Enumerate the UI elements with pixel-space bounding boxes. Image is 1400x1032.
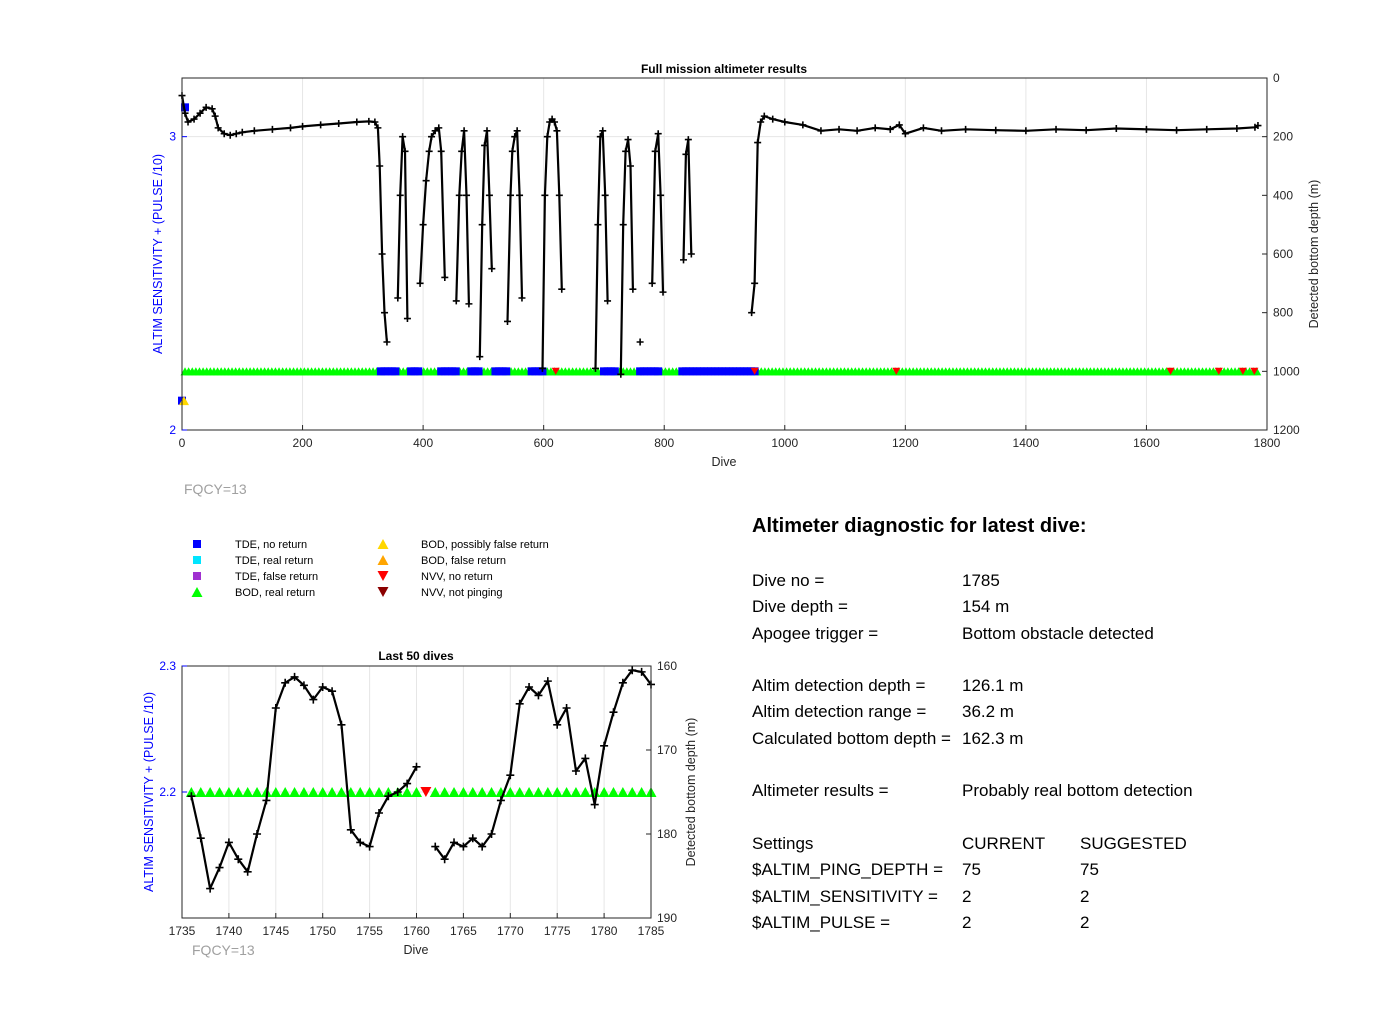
depth-point-marker — [688, 251, 695, 258]
depth-point-marker — [423, 177, 430, 184]
legend-label: BOD, real return — [235, 587, 316, 599]
suggested-header: SUGGESTED — [1080, 833, 1187, 853]
depth-point-marker — [609, 708, 617, 716]
y2-tick-label: 160 — [657, 659, 678, 673]
apogee-label: Apogee trigger = — [752, 623, 879, 643]
depth-point-marker — [269, 126, 276, 133]
current-header: CURRENT — [962, 833, 1046, 853]
legend-label: NVV, no return — [421, 571, 493, 583]
depth-point-marker — [441, 274, 448, 281]
depth-point-marker — [541, 192, 548, 199]
x-tick-label: 1750 — [309, 924, 337, 938]
x-tick-label: 1400 — [1012, 436, 1040, 450]
depth-point-marker — [962, 126, 969, 133]
depth-line-segment — [456, 131, 469, 304]
depth-point-marker — [465, 300, 472, 307]
depth-point-marker — [506, 771, 514, 779]
ping-depth-current: 75 — [962, 860, 981, 880]
depth-point-marker — [353, 119, 360, 126]
depth-point-marker — [1173, 127, 1180, 134]
depth-point-marker — [262, 796, 270, 804]
depth-point-marker — [604, 297, 611, 304]
legend-marker — [192, 587, 203, 597]
depth-line-segment — [752, 116, 1258, 313]
depth-point-marker — [209, 105, 216, 112]
depth-point-marker — [212, 113, 219, 120]
small-y2-axis-label: Detected bottom depth (m) — [684, 717, 698, 867]
altim-range-value: 36.2 m — [962, 702, 1014, 722]
small-y-axis-label: ALTIM SENSITIVITY + (PULSE /10) — [142, 692, 156, 892]
small-x-axis-label: Dive — [403, 943, 429, 957]
depth-line-segment — [508, 131, 523, 322]
depth-point-marker — [1083, 127, 1090, 134]
settings-label: Settings — [752, 833, 814, 853]
sensitivity-label: $ALTIM_SENSITIVITY = — [752, 886, 938, 906]
depth-line-segment — [435, 670, 651, 859]
depth-line-segment — [398, 137, 408, 319]
legend-label: TDE, false return — [235, 571, 319, 583]
legend-marker — [378, 539, 389, 549]
depth-line-segment — [596, 131, 608, 369]
depth-point-marker — [328, 687, 336, 695]
depth-point-marker — [594, 221, 601, 228]
y2-tick-label: 180 — [657, 827, 678, 841]
tde-no-return-marker — [452, 367, 460, 375]
depth-point-marker — [463, 192, 470, 199]
depth-point-marker — [920, 124, 927, 131]
x-tick-label: 400 — [413, 436, 434, 450]
legend-marker — [193, 556, 201, 564]
sensitivity-current: 2 — [962, 886, 972, 906]
depth-point-marker — [456, 192, 463, 199]
pulse-suggested: 2 — [1080, 912, 1090, 932]
x-tick-label: 1735 — [168, 924, 196, 938]
apogee-value: Bottom obstacle detected — [962, 623, 1154, 643]
depth-point-marker — [553, 127, 560, 134]
depth-point-marker — [657, 192, 664, 199]
depth-point-marker — [836, 126, 843, 133]
depth-point-marker — [453, 297, 460, 304]
main-fqcy-annotation: FQCY=13 — [184, 481, 247, 497]
altim-depth-value: 126.1 m — [962, 676, 1024, 696]
depth-point-marker — [629, 286, 636, 293]
x-tick-label: 1775 — [543, 924, 571, 938]
depth-point-marker — [253, 830, 261, 838]
diag-row-dive-no — [752, 568, 1372, 594]
results-value: Probably real bottom detection — [962, 781, 1193, 801]
depth-point-marker — [1053, 126, 1060, 133]
y2-tick-label: 0 — [1273, 71, 1280, 85]
depth-point-marker — [518, 295, 525, 302]
x-tick-label: 1600 — [1133, 436, 1160, 450]
depth-point-marker — [299, 123, 306, 130]
depth-point-marker — [854, 127, 861, 134]
diag-row-results — [752, 778, 1372, 804]
x-tick-label: 1770 — [496, 924, 524, 938]
x-tick-label: 1740 — [215, 924, 243, 938]
x-tick-label: 600 — [533, 436, 554, 450]
depth-point-marker — [637, 339, 644, 346]
pulse-current: 2 — [962, 912, 972, 932]
depth-point-marker — [769, 116, 776, 123]
depth-point-marker — [379, 251, 386, 258]
depth-point-marker — [479, 221, 486, 228]
dive-no-value: 1785 — [962, 571, 1000, 590]
legend-label: BOD, possibly false return — [421, 539, 549, 551]
depth-point-marker — [556, 192, 563, 199]
depth-point-marker — [754, 139, 761, 146]
ping-depth-suggested: 75 — [1080, 860, 1099, 880]
ping-depth-label: $ALTIM_PING_DEPTH = — [752, 860, 943, 880]
depth-point-marker — [216, 864, 224, 872]
legend-label: TDE, real return — [235, 555, 314, 567]
diag-row-calc-depth — [752, 726, 1372, 752]
altim-range-label: Altim detection range = — [752, 702, 927, 722]
x-tick-label: 800 — [654, 436, 675, 450]
altim-depth-label: Altim detection depth = — [752, 676, 926, 696]
depth-point-marker — [394, 295, 401, 302]
depth-line-segment — [543, 119, 562, 368]
depth-point-marker — [591, 801, 599, 809]
tde-no-return-marker — [654, 367, 662, 375]
depth-point-marker — [799, 121, 806, 128]
depth-point-marker — [600, 742, 608, 750]
depth-point-marker — [748, 309, 755, 316]
depth-point-marker — [206, 885, 214, 893]
small-chart-title: Last 50 dives — [378, 649, 454, 663]
legend-marker — [378, 571, 389, 581]
y-tick-label: 2.3 — [159, 659, 176, 673]
x-tick-label: 0 — [178, 436, 186, 450]
depth-point-marker — [397, 192, 404, 199]
main-plot-frame — [182, 78, 1267, 430]
x-tick-label: 200 — [292, 436, 313, 450]
x-tick-label: 1800 — [1253, 436, 1281, 450]
diag-row-apogee — [752, 621, 1372, 647]
depth-point-marker — [484, 127, 491, 134]
diag-row-sensitivity — [752, 884, 1372, 910]
legend-label: NVV, not pinging — [421, 587, 503, 599]
depth-point-marker — [488, 265, 495, 272]
tde-no-return-marker — [414, 367, 422, 375]
tde-no-return-marker — [475, 367, 483, 375]
y-tick-label: 3 — [169, 129, 176, 144]
depth-point-marker — [335, 120, 342, 127]
depth-point-marker — [337, 721, 345, 729]
depth-point-marker — [1022, 127, 1029, 134]
depth-point-marker — [365, 118, 372, 125]
pulse-label: $ALTIM_PULSE = — [752, 912, 891, 932]
depth-line-segment — [191, 677, 416, 889]
depth-point-marker — [1143, 126, 1150, 133]
diag-row-altim-range — [752, 699, 1372, 725]
depth-point-marker — [620, 221, 627, 228]
depth-point-marker — [509, 148, 516, 155]
depth-point-marker — [751, 280, 758, 287]
sensitivity-suggested: 2 — [1080, 886, 1090, 906]
depth-point-marker — [1113, 125, 1120, 132]
depth-point-marker — [438, 148, 445, 155]
depth-point-marker — [272, 704, 280, 712]
diag-row-altim-depth — [752, 673, 1372, 699]
y2-tick-label: 190 — [657, 911, 678, 925]
depth-line-segment — [684, 140, 692, 260]
x-tick-label: 1000 — [771, 436, 799, 450]
depth-point-marker — [366, 843, 374, 851]
depth-point-marker — [239, 129, 246, 136]
depth-point-marker — [507, 192, 514, 199]
depth-point-marker — [887, 126, 894, 133]
depth-line-segment — [480, 131, 492, 357]
depth-point-marker — [227, 132, 234, 139]
depth-point-marker — [544, 133, 551, 140]
diag-row-settings-header — [752, 831, 1372, 857]
depth-line-segment — [621, 140, 633, 375]
diag-row-ping-depth — [752, 857, 1372, 883]
depth-point-marker — [627, 163, 634, 170]
y-tick-label: 2 — [169, 423, 176, 437]
legend-label: BOD, false return — [421, 555, 506, 567]
depth-point-marker — [399, 133, 406, 140]
main-x-axis-label: Dive — [711, 455, 737, 469]
depth-point-marker — [938, 127, 945, 134]
y-tick-label: 2.2 — [159, 785, 176, 799]
depth-point-marker — [992, 127, 999, 134]
depth-point-marker — [476, 353, 483, 360]
main-y-axis-label: ALTIM SENSITIVITY + (PULSE /10) — [151, 154, 165, 354]
y2-tick-label: 600 — [1273, 247, 1294, 261]
results-label: Altimeter results = — [752, 781, 889, 801]
y2-tick-label: 1000 — [1273, 364, 1300, 379]
depth-line-segment — [182, 96, 387, 342]
depth-point-marker — [504, 318, 511, 325]
depth-point-marker — [197, 834, 205, 842]
legend-label: TDE, no return — [235, 539, 308, 551]
depth-point-marker — [376, 163, 383, 170]
depth-point-marker — [497, 796, 505, 804]
depth-point-marker — [251, 127, 258, 134]
calc-depth-label: Calculated bottom depth = — [752, 728, 951, 748]
dive-depth-value: 154 m — [962, 597, 1010, 617]
depth-point-marker — [317, 121, 324, 128]
main-chart — [151, 62, 1321, 497]
depth-point-marker — [185, 119, 192, 126]
depth-point-marker — [680, 256, 687, 263]
dive-no-label: Dive no = — [752, 571, 825, 590]
diag-row-dive-depth — [752, 594, 1372, 620]
depth-point-marker — [516, 192, 523, 199]
depth-point-marker — [486, 192, 493, 199]
depth-line-segment — [652, 134, 663, 292]
small-fqcy-annotation: FQCY=13 — [192, 942, 255, 958]
depth-point-marker — [461, 127, 468, 134]
y2-tick-label: 170 — [657, 743, 678, 757]
y2-tick-label: 200 — [1273, 129, 1294, 144]
legend-marker — [378, 555, 389, 565]
tde-no-return-marker — [391, 367, 399, 375]
depth-point-marker — [872, 124, 879, 131]
depth-point-marker — [652, 148, 659, 155]
small-chart — [142, 649, 698, 958]
diagnostic-title: Altimeter diagnostic for latest dive: — [752, 515, 1087, 537]
x-tick-label: 1780 — [590, 924, 618, 938]
depth-point-marker — [602, 192, 609, 199]
depth-point-marker — [426, 148, 433, 155]
y2-tick-label: 800 — [1273, 305, 1294, 320]
x-tick-label: 1755 — [356, 924, 383, 938]
main-y2-axis-label: Detected bottom depth (m) — [1307, 179, 1321, 329]
depth-point-marker — [649, 280, 656, 287]
x-tick-label: 1785 — [637, 924, 665, 938]
legend-marker — [378, 587, 389, 597]
tde-no-return-marker — [502, 367, 510, 375]
depth-point-marker — [381, 309, 388, 316]
depth-point-marker — [404, 315, 411, 322]
x-tick-label: 1765 — [450, 924, 477, 938]
y2-tick-label: 400 — [1273, 188, 1294, 203]
depth-point-marker — [558, 286, 565, 293]
depth-point-marker — [1203, 126, 1210, 133]
diag-row-pulse — [752, 910, 1372, 936]
depth-point-marker — [1233, 125, 1240, 132]
diagnostic-panel — [752, 515, 1372, 936]
depth-point-marker — [817, 127, 824, 134]
depth-point-marker — [383, 339, 390, 346]
depth-point-marker — [417, 280, 424, 287]
dive-depth-label: Dive depth = — [752, 597, 848, 617]
main-chart-title: Full mission altimeter results — [640, 62, 808, 76]
calc-depth-value: 162.3 m — [962, 728, 1024, 748]
x-tick-label: 1200 — [891, 436, 919, 450]
x-tick-label: 1760 — [403, 924, 430, 938]
depth-point-marker — [287, 124, 294, 131]
legend — [192, 539, 549, 599]
depth-point-marker — [781, 119, 788, 126]
depth-point-marker — [420, 221, 427, 228]
x-tick-label: 1745 — [262, 924, 290, 938]
depth-point-marker — [660, 289, 667, 296]
legend-marker — [193, 540, 201, 548]
y2-tick-label: 1200 — [1273, 423, 1300, 437]
legend-marker — [193, 572, 201, 580]
